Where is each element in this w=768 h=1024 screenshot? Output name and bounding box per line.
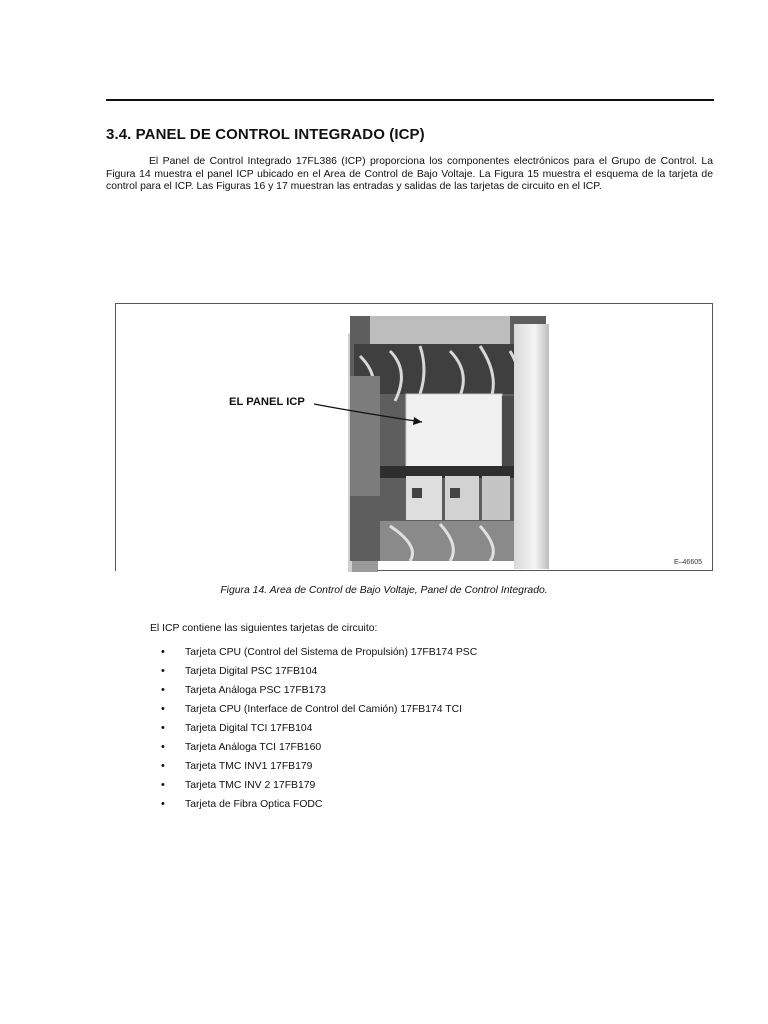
list-item: • Tarjeta Análoga PSC 17FB173	[160, 681, 477, 700]
figure-credit: E–46605	[673, 559, 702, 566]
list-item: • Tarjeta CPU (Control del Sistema de Propulsión) 17FB174 PSC	[160, 643, 477, 662]
figure-14	[115, 303, 713, 571]
list-item: • Tarjeta Digital TCI 17FB104	[160, 719, 477, 738]
header-rule	[106, 99, 714, 101]
panel-callout-label: EL PANEL ICP	[229, 396, 305, 408]
section-heading: 3.4. PANEL DE CONTROL INTEGRADO (ICP)	[106, 126, 425, 143]
list-item: • Tarjeta Análoga TCI 17FB160	[160, 738, 477, 757]
circuit-card-list	[160, 643, 477, 814]
callout-arrow-icon	[116, 304, 714, 572]
list-intro: El ICP contiene las siguientes tarjetas de circuito:	[150, 623, 378, 634]
list-item: • Tarjeta Digital PSC 17FB104	[160, 662, 477, 681]
list-item: • Tarjeta TMC INV1 17FB179	[160, 757, 477, 776]
intro-paragraph: El Panel de Control Integrado 17FL386 (ICP) proporciona los componentes electrónicos para el Grupo de Control. La Figura 14 muestra el panel ICP ubicado en el Area de Control de Bajo Voltaje. La Figura 15 muestra el esquema de la tarjeta de control para el ICP. Las Figuras 16 y 17 muestran las entradas y salidas de las tarjetas de circuito en el ICP.	[106, 156, 713, 193]
list-item: • Tarjeta TMC INV 2 17FB179	[160, 776, 477, 795]
figure-caption: Figura 14. Area de Control de Bajo Voltaje, Panel de Control Integrado.	[220, 585, 548, 596]
list-item: • Tarjeta de Fibra Optica FODC	[160, 795, 477, 814]
list-item: • Tarjeta CPU (Interface de Control del Camión) 17FB174 TCI	[160, 700, 477, 719]
